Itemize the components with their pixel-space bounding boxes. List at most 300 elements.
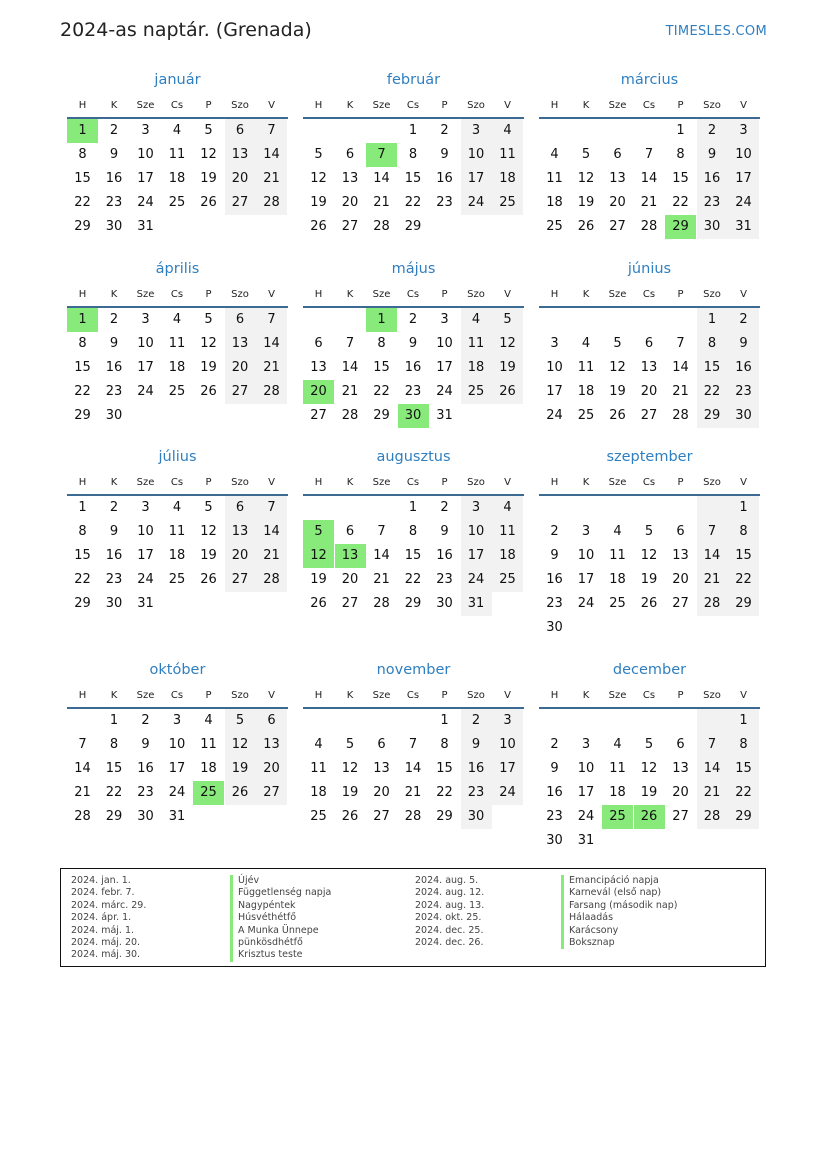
- weekday-label: V: [268, 100, 275, 111]
- day-cell: 26: [492, 380, 523, 404]
- day-cell: 29: [728, 592, 759, 616]
- day-cell: 9: [697, 143, 728, 167]
- day-cell: 21: [373, 195, 390, 210]
- day-cell: 7: [256, 496, 287, 520]
- legend-holiday-name: Újév: [230, 875, 331, 887]
- day-cell: 18: [492, 544, 523, 568]
- day-cell: 24: [728, 191, 759, 215]
- month-name: szeptember: [606, 449, 693, 465]
- day-cell: 26: [225, 781, 256, 805]
- day-cell: 19: [640, 785, 658, 800]
- weekday-label: Sze: [372, 289, 391, 300]
- weekday-label: Szo: [467, 100, 485, 111]
- weekday-label: P: [677, 477, 684, 488]
- legend-date: 2024. dec. 26.: [415, 936, 484, 948]
- page-title: 2024-as naptár. (Grenada): [60, 19, 312, 41]
- day-cell: 30: [105, 408, 123, 423]
- legend-holiday-name: pünkösdhétfő: [230, 937, 331, 949]
- day-cell: 10: [492, 733, 523, 757]
- weekday-label: Szo: [703, 289, 721, 300]
- day-cell: 30: [105, 596, 123, 611]
- legend-date: 2024. máj. 20.: [71, 936, 141, 948]
- day-cell: 2: [408, 312, 418, 327]
- day-cell: 4: [613, 737, 622, 752]
- day-cell: 17: [137, 548, 154, 563]
- weekday-label: Cs: [642, 690, 656, 701]
- day-cell: 1: [728, 496, 759, 520]
- day-cell: 7: [345, 336, 355, 351]
- day-cell: 11: [168, 524, 186, 539]
- day-cell: 28: [373, 596, 390, 611]
- day-cell: 13: [609, 171, 626, 186]
- day-cell: 20: [341, 572, 359, 587]
- day-cell: 12: [640, 761, 658, 776]
- legend-date: 2024. febr. 7.: [71, 887, 135, 899]
- day-cell: 12: [341, 761, 359, 776]
- day-cell: 24: [461, 568, 492, 592]
- legend-date: 2024. dec. 25.: [415, 924, 484, 936]
- day-cell: 14: [640, 171, 658, 186]
- month-days: [67, 308, 288, 452]
- day-cell: 13: [640, 360, 658, 375]
- month-name: április: [155, 261, 200, 277]
- day-cell: 16: [546, 572, 563, 587]
- day-cell: 30: [697, 215, 728, 239]
- weekday-label: P: [205, 289, 212, 300]
- day-cell: 2: [141, 713, 150, 728]
- day-cell: 3: [172, 713, 182, 728]
- day-cell: 21: [373, 572, 390, 587]
- day-cell: 23: [436, 195, 453, 210]
- weekday-header: [303, 289, 524, 305]
- day-cell: 22: [373, 384, 390, 399]
- weekday-label: V: [504, 477, 511, 488]
- day-cell: 3: [141, 123, 150, 138]
- day-cell: 23: [105, 384, 123, 399]
- legend-holiday-name: Függetlenség napja: [230, 887, 331, 899]
- day-cell: 16: [461, 757, 492, 781]
- weekday-label: V: [504, 289, 511, 300]
- weekday-label: H: [314, 100, 323, 111]
- day-cell: 11: [200, 737, 217, 752]
- day-cell: 10: [137, 524, 154, 539]
- day-cell: 31: [461, 592, 492, 616]
- day-cell: 21: [74, 785, 91, 800]
- month-days: [303, 119, 524, 263]
- day-cell: 13: [225, 520, 256, 544]
- month-days: [303, 496, 524, 640]
- day-cell: 12: [609, 360, 626, 375]
- day-cell: 4: [172, 500, 182, 515]
- holiday-day-cell: 1: [366, 308, 397, 332]
- day-cell: 11: [609, 761, 626, 776]
- weekday-label: P: [677, 100, 684, 111]
- day-cell: 16: [697, 167, 728, 191]
- day-cell: 23: [697, 191, 728, 215]
- legend-date: 2024. jan. 1.: [71, 875, 131, 886]
- day-cell: 26: [640, 596, 658, 611]
- day-cell: 6: [345, 524, 355, 539]
- day-cell: 4: [314, 737, 323, 752]
- holiday-day-cell: 25: [193, 781, 224, 805]
- month-block: [539, 662, 760, 852]
- month-block: [67, 72, 288, 262]
- day-cell: 11: [461, 332, 492, 356]
- weekday-label: Sze: [608, 477, 627, 488]
- weekday-label: H: [550, 100, 559, 111]
- weekday-label: Cs: [170, 100, 184, 111]
- day-cell: 6: [256, 709, 287, 733]
- legend-names-right: [561, 875, 677, 949]
- month-name: október: [149, 662, 206, 678]
- weekday-label: P: [441, 100, 448, 111]
- day-cell: 15: [74, 548, 91, 563]
- day-cell: 28: [672, 408, 689, 423]
- day-cell: 29: [728, 805, 759, 829]
- day-cell: 4: [172, 123, 182, 138]
- month-name: december: [612, 662, 687, 678]
- day-cell: 31: [436, 408, 453, 423]
- day-cell: 1: [697, 308, 728, 332]
- day-cell: 7: [256, 308, 287, 332]
- day-cell: 21: [640, 195, 658, 210]
- day-cell: 20: [373, 785, 390, 800]
- day-cell: 5: [644, 737, 654, 752]
- month-name: május: [391, 261, 436, 277]
- weekday-label: Szo: [231, 100, 249, 111]
- weekday-header: [303, 690, 524, 706]
- day-cell: 23: [546, 596, 563, 611]
- day-cell: 21: [404, 785, 422, 800]
- day-cell: 3: [492, 709, 523, 733]
- day-cell: 7: [78, 737, 87, 752]
- day-cell: 25: [577, 408, 595, 423]
- legend-holiday-name: Karácsony: [561, 925, 677, 937]
- weekday-label: P: [677, 289, 684, 300]
- day-cell: 23: [105, 195, 123, 210]
- day-cell: 8: [78, 336, 87, 351]
- legend-date: 2024. márc. 29.: [71, 899, 147, 911]
- day-cell: 25: [492, 568, 523, 592]
- brand-link[interactable]: TIMESLES.COM: [665, 24, 767, 39]
- day-cell: 25: [546, 219, 563, 234]
- day-cell: 30: [728, 404, 759, 428]
- day-cell: 20: [341, 195, 359, 210]
- month-block: [303, 449, 524, 639]
- day-cell: 10: [577, 548, 595, 563]
- day-cell: 5: [225, 709, 256, 733]
- day-cell: 18: [609, 785, 626, 800]
- day-cell: 19: [200, 360, 217, 375]
- holiday-day-cell: 7: [366, 143, 397, 167]
- day-cell: 12: [640, 548, 658, 563]
- weekday-header: [67, 289, 288, 305]
- day-cell: 21: [341, 384, 359, 399]
- day-cell: 17: [546, 384, 563, 399]
- day-cell: 3: [141, 312, 150, 327]
- day-cell: 8: [676, 147, 685, 162]
- day-cell: 15: [105, 761, 123, 776]
- legend-date: 2024. aug. 13.: [415, 899, 485, 911]
- weekday-label: V: [268, 289, 275, 300]
- day-cell: 5: [492, 308, 523, 332]
- day-cell: 15: [404, 548, 422, 563]
- day-cell: 1: [408, 500, 418, 515]
- weekday-label: Cs: [642, 100, 656, 111]
- day-cell: 8: [697, 332, 728, 356]
- day-cell: 28: [697, 805, 728, 829]
- day-cell: 6: [644, 336, 654, 351]
- day-cell: 25: [168, 195, 186, 210]
- day-cell: 29: [436, 809, 453, 824]
- day-cell: 26: [200, 572, 217, 587]
- month-name: június: [627, 261, 672, 277]
- day-cell: 15: [74, 360, 91, 375]
- day-cell: 16: [105, 171, 123, 186]
- day-cell: 4: [613, 524, 622, 539]
- day-cell: 8: [408, 524, 418, 539]
- day-cell: 28: [640, 219, 658, 234]
- day-cell: 19: [225, 757, 256, 781]
- month-block: [539, 449, 760, 639]
- weekday-header: [539, 690, 760, 706]
- legend-holiday-name: A Munka Ünnepe: [230, 925, 331, 937]
- month-days: [67, 496, 288, 640]
- day-cell: 13: [672, 548, 689, 563]
- weekday-label: V: [740, 477, 747, 488]
- day-cell: 28: [256, 568, 287, 592]
- day-cell: 15: [672, 171, 689, 186]
- weekday-label: Sze: [136, 690, 155, 701]
- day-cell: 26: [200, 384, 217, 399]
- day-cell: 12: [492, 332, 523, 356]
- day-cell: 10: [168, 737, 186, 752]
- holiday-day-cell: 29: [665, 215, 696, 239]
- legend-date: 2024. okt. 25.: [415, 912, 482, 924]
- day-cell: 2: [461, 709, 492, 733]
- weekday-label: P: [441, 289, 448, 300]
- legend-holiday-name: Nagypéntek: [230, 900, 331, 912]
- weekday-label: Szo: [467, 477, 485, 488]
- day-cell: 13: [256, 733, 287, 757]
- day-cell: 28: [341, 408, 359, 423]
- day-cell: 12: [310, 171, 327, 186]
- day-cell: 10: [546, 360, 563, 375]
- day-cell: 27: [640, 408, 658, 423]
- day-cell: 5: [204, 312, 213, 327]
- weekend-cell: [697, 709, 728, 733]
- weekday-label: Sze: [372, 690, 391, 701]
- legend-dates-left: [71, 875, 146, 962]
- day-cell: 3: [581, 737, 591, 752]
- day-cell: 18: [310, 785, 327, 800]
- day-cell: 19: [310, 195, 327, 210]
- day-cell: 27: [256, 781, 287, 805]
- day-cell: 7: [408, 737, 418, 752]
- day-cell: 9: [461, 733, 492, 757]
- day-cell: 18: [168, 171, 186, 186]
- day-cell: 8: [377, 336, 386, 351]
- holiday-day-cell: 20: [303, 380, 334, 404]
- day-cell: 24: [577, 809, 595, 824]
- weekday-label: V: [504, 100, 511, 111]
- day-cell: 8: [728, 520, 759, 544]
- day-cell: 7: [676, 336, 685, 351]
- month-name: július: [158, 449, 197, 465]
- month-days: [539, 709, 760, 853]
- day-cell: 12: [200, 336, 217, 351]
- day-cell: 4: [204, 713, 213, 728]
- weekday-label: Szo: [231, 690, 249, 701]
- month-days: [539, 119, 760, 263]
- day-cell: 18: [609, 572, 626, 587]
- day-cell: 6: [613, 147, 622, 162]
- weekday-label: H: [78, 100, 87, 111]
- holiday-day-cell: 12: [303, 544, 334, 568]
- weekday-header: [539, 100, 760, 116]
- day-cell: 19: [200, 171, 217, 186]
- day-cell: 9: [109, 336, 119, 351]
- day-cell: 1: [676, 123, 685, 138]
- day-cell: 24: [137, 384, 154, 399]
- weekday-label: K: [582, 289, 590, 300]
- day-cell: 13: [672, 761, 689, 776]
- day-cell: 13: [341, 171, 359, 186]
- weekday-label: Cs: [406, 477, 420, 488]
- day-cell: 7: [377, 524, 386, 539]
- month-name: február: [386, 72, 441, 88]
- day-cell: 17: [492, 757, 523, 781]
- day-cell: 24: [137, 572, 154, 587]
- weekday-label: Sze: [136, 477, 155, 488]
- day-cell: 19: [200, 548, 217, 563]
- day-cell: 15: [373, 360, 390, 375]
- day-cell: 30: [436, 596, 453, 611]
- day-cell: 5: [644, 524, 654, 539]
- day-cell: 3: [728, 119, 759, 143]
- day-cell: 22: [728, 568, 759, 592]
- day-cell: 5: [204, 123, 213, 138]
- day-cell: 28: [404, 809, 422, 824]
- day-cell: 17: [577, 572, 595, 587]
- day-cell: 20: [256, 757, 287, 781]
- day-cell: 30: [546, 620, 563, 635]
- day-cell: 12: [225, 733, 256, 757]
- day-cell: 28: [74, 809, 91, 824]
- month-name: november: [376, 662, 451, 678]
- day-cell: 14: [341, 360, 359, 375]
- day-cell: 20: [672, 785, 689, 800]
- legend-holiday-name: Hálaadás: [561, 912, 677, 924]
- month-block: [303, 72, 524, 262]
- day-cell: 16: [105, 548, 123, 563]
- day-cell: 23: [137, 785, 154, 800]
- month-days: [539, 496, 760, 640]
- day-cell: 25: [168, 572, 186, 587]
- day-cell: 15: [74, 171, 91, 186]
- day-cell: 24: [436, 384, 453, 399]
- weekday-label: V: [740, 100, 747, 111]
- day-cell: 13: [225, 143, 256, 167]
- day-cell: 22: [74, 195, 91, 210]
- weekday-label: H: [78, 289, 87, 300]
- weekday-label: K: [582, 100, 590, 111]
- day-cell: 27: [609, 219, 626, 234]
- day-cell: 14: [74, 761, 91, 776]
- day-cell: 14: [256, 143, 287, 167]
- day-cell: 11: [492, 520, 523, 544]
- legend-holiday-name: Emancipáció napja: [561, 875, 677, 887]
- day-cell: 14: [672, 360, 689, 375]
- weekday-label: H: [78, 690, 87, 701]
- month-days: [303, 709, 524, 853]
- day-cell: 6: [314, 336, 323, 351]
- day-cell: 23: [105, 572, 123, 587]
- day-cell: 29: [373, 408, 390, 423]
- weekday-label: K: [346, 690, 354, 701]
- day-cell: 29: [74, 596, 91, 611]
- day-cell: 17: [461, 167, 492, 191]
- day-cell: 29: [697, 404, 728, 428]
- day-cell: 10: [436, 336, 453, 351]
- day-cell: 28: [697, 592, 728, 616]
- day-cell: 27: [341, 596, 359, 611]
- day-cell: 15: [728, 757, 759, 781]
- weekday-header: [303, 100, 524, 116]
- weekday-label: K: [346, 100, 354, 111]
- weekday-label: H: [314, 477, 323, 488]
- weekday-label: H: [550, 289, 559, 300]
- day-cell: 3: [440, 312, 449, 327]
- day-cell: 18: [200, 761, 217, 776]
- day-cell: 21: [256, 167, 287, 191]
- day-cell: 19: [341, 785, 359, 800]
- month-block: [67, 662, 288, 852]
- day-cell: 27: [310, 408, 327, 423]
- day-cell: 5: [613, 336, 622, 351]
- month-days: [303, 308, 524, 452]
- day-cell: 31: [577, 833, 595, 848]
- legend-holiday-name: Boksznap: [561, 937, 677, 949]
- day-cell: 5: [345, 737, 355, 752]
- month-block: [67, 449, 288, 639]
- weekday-label: Szo: [231, 477, 249, 488]
- day-cell: 17: [728, 167, 759, 191]
- day-cell: 11: [492, 143, 523, 167]
- day-cell: 4: [581, 336, 591, 351]
- day-cell: 17: [436, 360, 453, 375]
- day-cell: 22: [404, 572, 422, 587]
- day-cell: 26: [341, 809, 359, 824]
- holiday-day-cell: 30: [398, 404, 429, 428]
- weekday-label: P: [205, 100, 212, 111]
- day-cell: 2: [697, 119, 728, 143]
- legend-holiday-name: Húsvéthétfő: [230, 912, 331, 924]
- day-cell: 27: [225, 191, 256, 215]
- month-block: [303, 662, 524, 852]
- day-cell: 1: [78, 500, 87, 515]
- day-cell: 15: [404, 171, 422, 186]
- day-cell: 6: [377, 737, 386, 752]
- day-cell: 21: [672, 384, 689, 399]
- day-cell: 14: [373, 171, 390, 186]
- weekday-label: P: [441, 690, 448, 701]
- day-cell: 17: [168, 761, 186, 776]
- day-cell: 21: [256, 544, 287, 568]
- day-cell: 27: [373, 809, 390, 824]
- day-cell: 9: [408, 336, 418, 351]
- weekday-label: Szo: [467, 289, 485, 300]
